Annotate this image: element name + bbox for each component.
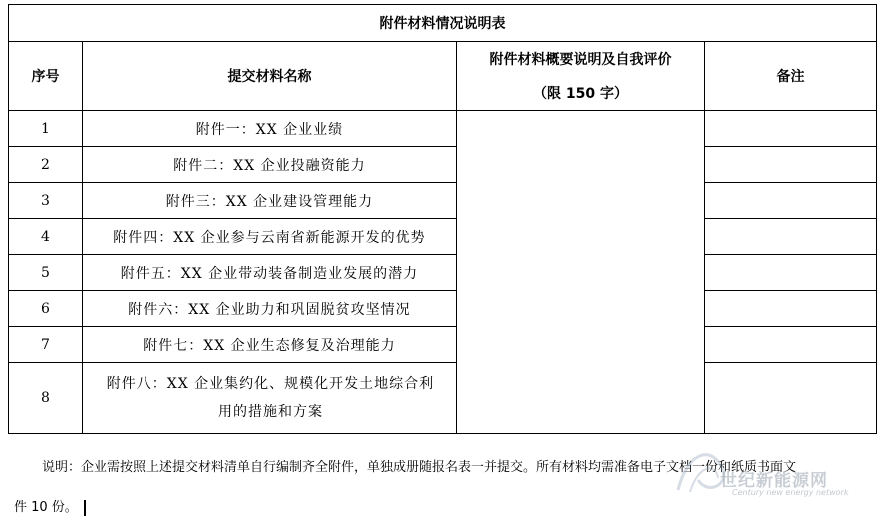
remark-cell xyxy=(705,363,877,434)
table-row xyxy=(9,111,877,147)
remark-cell xyxy=(705,183,877,219)
row-name: 附件四：XX 企业参与云南省新能源开发的优势 xyxy=(83,219,457,255)
summary-cell xyxy=(457,111,705,434)
note-line2: 件 10 份。 xyxy=(14,500,78,515)
row-name: 附件六：XX 企业助力和巩固脱贫攻坚情况 xyxy=(83,291,457,327)
header-no: 序号 xyxy=(9,42,83,111)
watermark-text: 世纪新能源网 xyxy=(720,471,828,491)
row-no: 1 xyxy=(9,111,83,147)
row-name: 附件八：XX 企业集约化、规模化开发土地综合利用的措施和方案 xyxy=(83,363,457,434)
text-cursor xyxy=(84,500,86,516)
table-title: 附件材料情况说明表 xyxy=(9,5,877,42)
remark-cell xyxy=(705,327,877,363)
header-summary xyxy=(457,42,705,111)
table-row xyxy=(9,183,877,219)
row-no: 5 xyxy=(9,255,83,291)
header-summary-line2: （限 150 字） xyxy=(533,86,628,102)
table-row xyxy=(9,291,877,327)
table-row xyxy=(9,219,877,255)
attachment-table xyxy=(8,4,877,434)
header-summary-line1: 附件材料概要说明及自我评价 xyxy=(489,52,672,68)
row-no: 6 xyxy=(9,291,83,327)
row-no: 2 xyxy=(9,147,83,183)
row-name: 附件二：XX 企业投融资能力 xyxy=(83,147,457,183)
header-name: 提交材料名称 xyxy=(83,42,457,111)
table-row xyxy=(9,147,877,183)
watermark-subtext: Century new energy network xyxy=(732,488,849,497)
row-no: 3 xyxy=(9,183,83,219)
row-name: 附件七：XX 企业生态修复及治理能力 xyxy=(83,327,457,363)
remark-cell xyxy=(705,111,877,147)
remark-cell xyxy=(705,147,877,183)
row-no: 4 xyxy=(9,219,83,255)
row-no: 7 xyxy=(9,327,83,363)
table-row xyxy=(9,255,877,291)
table-row xyxy=(9,327,877,363)
note-line1: 说明：企业需按照上述提交材料清单自行编制齐全附件，单独成册随报名表一并提交。所有材料均需准备电子文档一份和纸质书面文 xyxy=(42,460,797,475)
row-name: 附件三：XX 企业建设管理能力 xyxy=(83,183,457,219)
remark-cell xyxy=(705,219,877,255)
row-name: 附件五：XX 企业带动装备制造业发展的潜力 xyxy=(83,255,457,291)
header-remark: 备注 xyxy=(705,42,877,111)
table-row xyxy=(9,363,877,434)
row-name: 附件一：XX 企业业绩 xyxy=(83,111,457,147)
remark-cell xyxy=(705,255,877,291)
row-no: 8 xyxy=(9,363,83,434)
remark-cell xyxy=(705,291,877,327)
